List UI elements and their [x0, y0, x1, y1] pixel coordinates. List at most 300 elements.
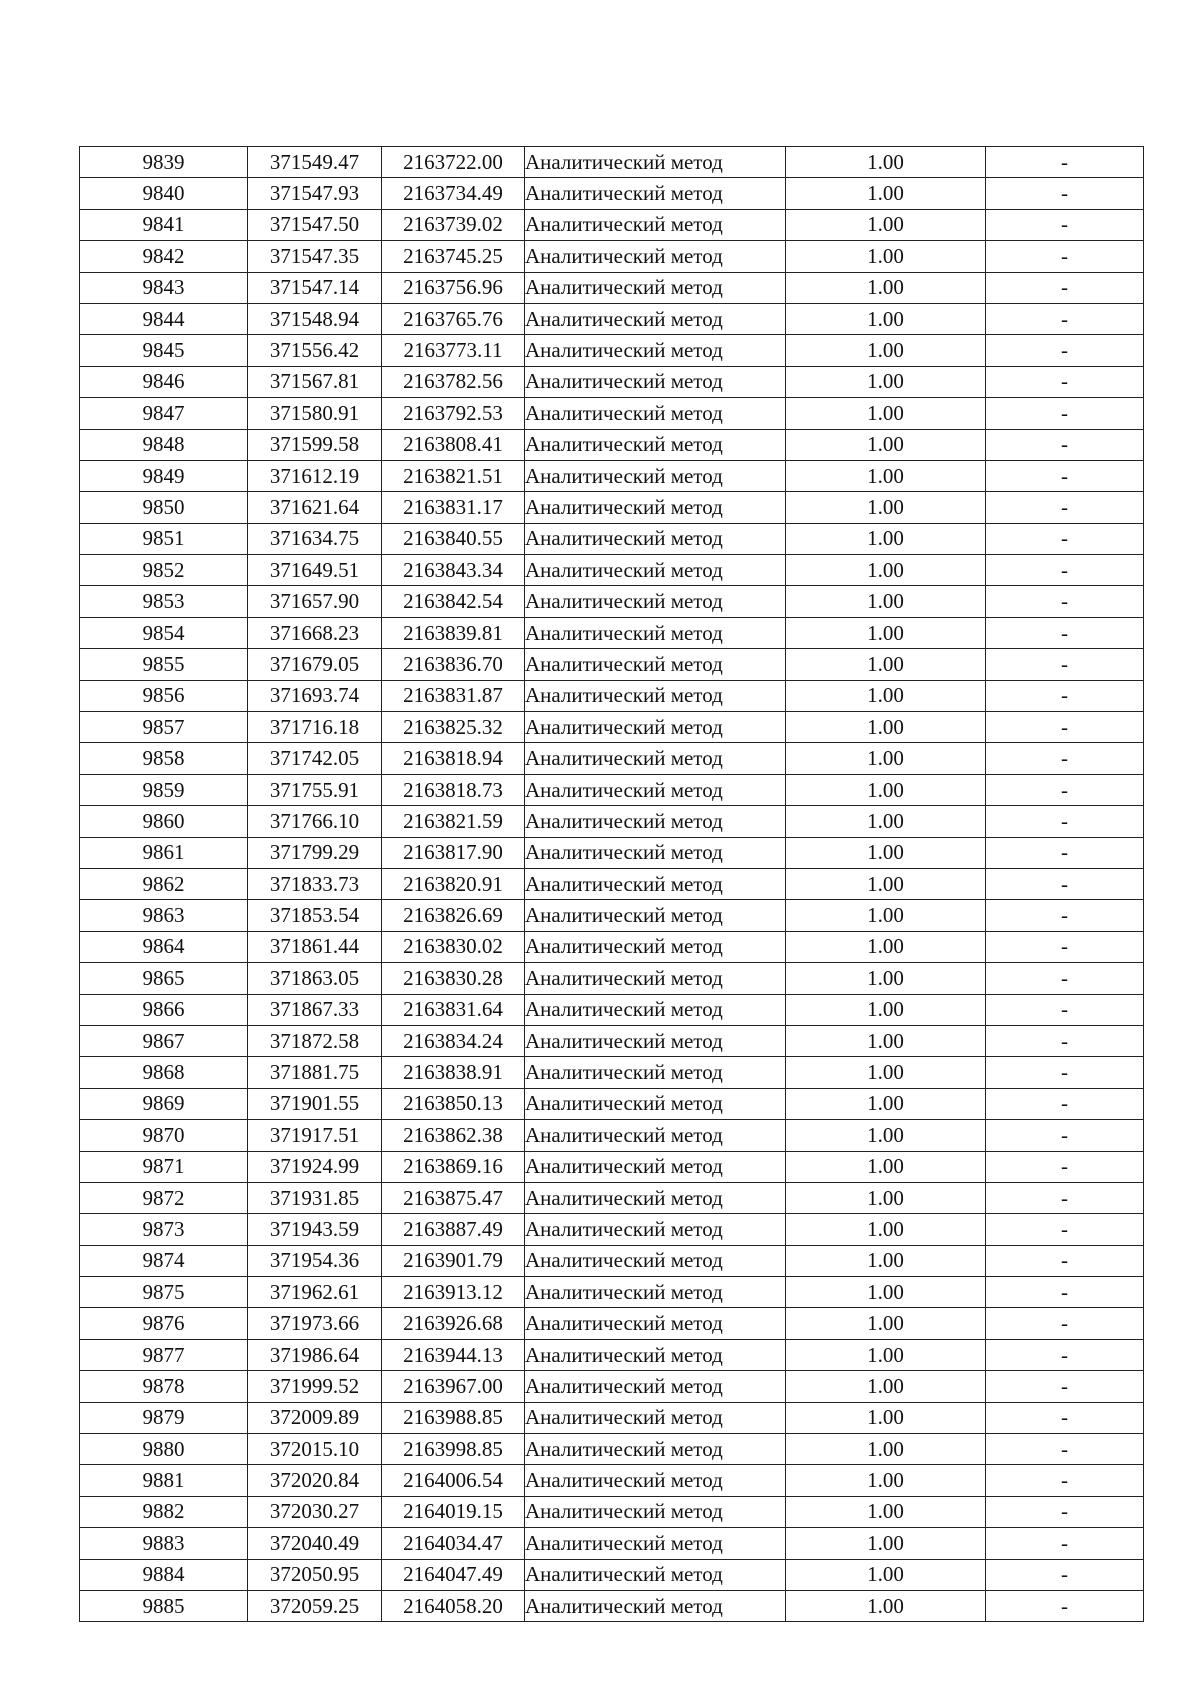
- point-number-cell: 9851: [80, 523, 248, 554]
- table-row: [80, 743, 1144, 774]
- method-cell: Аналитический метод: [525, 649, 786, 680]
- description-cell: -: [986, 1245, 1144, 1276]
- precision-cell: 1.00: [786, 1151, 986, 1182]
- y-coordinate-cell: 2163913.12: [382, 1277, 525, 1308]
- method-cell: Аналитический метод: [525, 178, 786, 209]
- y-coordinate-cell: 2164034.47: [382, 1528, 525, 1559]
- method-cell: Аналитический метод: [525, 335, 786, 366]
- y-coordinate-cell: 2164047.49: [382, 1559, 525, 1590]
- point-number-cell: 9843: [80, 272, 248, 303]
- description-cell: -: [986, 209, 1144, 240]
- y-coordinate-cell: 2163869.16: [382, 1151, 525, 1182]
- y-coordinate-cell: 2163739.02: [382, 209, 525, 240]
- y-coordinate-cell: 2163818.73: [382, 774, 525, 805]
- table-row: [80, 1465, 1144, 1496]
- table-row: [80, 492, 1144, 523]
- x-coordinate-cell: 371693.74: [248, 680, 382, 711]
- description-cell: -: [986, 178, 1144, 209]
- x-coordinate-cell: 372050.95: [248, 1559, 382, 1590]
- table-row: [80, 1057, 1144, 1088]
- point-number-cell: 9873: [80, 1214, 248, 1245]
- coordinates-table: [79, 146, 1144, 1622]
- precision-cell: 1.00: [786, 1339, 986, 1370]
- table-row: [80, 1528, 1144, 1559]
- point-number-cell: 9881: [80, 1465, 248, 1496]
- description-cell: -: [986, 994, 1144, 1025]
- precision-cell: 1.00: [786, 460, 986, 491]
- precision-cell: 1.00: [786, 586, 986, 617]
- description-cell: -: [986, 398, 1144, 429]
- method-cell: Аналитический метод: [525, 1590, 786, 1621]
- method-cell: Аналитический метод: [525, 1465, 786, 1496]
- y-coordinate-cell: 2163831.17: [382, 492, 525, 523]
- precision-cell: 1.00: [786, 178, 986, 209]
- point-number-cell: 9878: [80, 1371, 248, 1402]
- precision-cell: 1.00: [786, 366, 986, 397]
- y-coordinate-cell: 2164058.20: [382, 1590, 525, 1621]
- x-coordinate-cell: 371580.91: [248, 398, 382, 429]
- description-cell: -: [986, 649, 1144, 680]
- description-cell: -: [986, 303, 1144, 334]
- point-number-cell: 9874: [80, 1245, 248, 1276]
- description-cell: -: [986, 1277, 1144, 1308]
- x-coordinate-cell: 371599.58: [248, 429, 382, 460]
- table-row: [80, 931, 1144, 962]
- x-coordinate-cell: 372015.10: [248, 1434, 382, 1465]
- description-cell: -: [986, 1559, 1144, 1590]
- description-cell: -: [986, 1465, 1144, 1496]
- description-cell: -: [986, 1371, 1144, 1402]
- x-coordinate-cell: 371547.50: [248, 209, 382, 240]
- precision-cell: 1.00: [786, 1590, 986, 1621]
- point-number-cell: 9840: [80, 178, 248, 209]
- description-cell: -: [986, 774, 1144, 805]
- x-coordinate-cell: 371931.85: [248, 1182, 382, 1213]
- x-coordinate-cell: 371986.64: [248, 1339, 382, 1370]
- method-cell: Аналитический метод: [525, 1025, 786, 1056]
- table-row: [80, 429, 1144, 460]
- description-cell: -: [986, 712, 1144, 743]
- method-cell: Аналитический метод: [525, 1120, 786, 1151]
- method-cell: Аналитический метод: [525, 209, 786, 240]
- y-coordinate-cell: 2163944.13: [382, 1339, 525, 1370]
- method-cell: Аналитический метод: [525, 1402, 786, 1433]
- method-cell: Аналитический метод: [525, 963, 786, 994]
- description-cell: -: [986, 586, 1144, 617]
- x-coordinate-cell: 372020.84: [248, 1465, 382, 1496]
- method-cell: Аналитический метод: [525, 806, 786, 837]
- table-row: [80, 398, 1144, 429]
- method-cell: Аналитический метод: [525, 931, 786, 962]
- point-number-cell: 9875: [80, 1277, 248, 1308]
- precision-cell: 1.00: [786, 1245, 986, 1276]
- y-coordinate-cell: 2163840.55: [382, 523, 525, 554]
- description-cell: -: [986, 868, 1144, 899]
- x-coordinate-cell: 371867.33: [248, 994, 382, 1025]
- y-coordinate-cell: 2163826.69: [382, 900, 525, 931]
- y-coordinate-cell: 2163838.91: [382, 1057, 525, 1088]
- precision-cell: 1.00: [786, 806, 986, 837]
- point-number-cell: 9847: [80, 398, 248, 429]
- description-cell: -: [986, 1590, 1144, 1621]
- method-cell: Аналитический метод: [525, 366, 786, 397]
- precision-cell: 1.00: [786, 1308, 986, 1339]
- x-coordinate-cell: 371649.51: [248, 555, 382, 586]
- precision-cell: 1.00: [786, 994, 986, 1025]
- table-row: [80, 774, 1144, 805]
- description-cell: -: [986, 523, 1144, 554]
- x-coordinate-cell: 371833.73: [248, 868, 382, 899]
- table-row: [80, 1402, 1144, 1433]
- description-cell: -: [986, 617, 1144, 648]
- table-row: [80, 1308, 1144, 1339]
- point-number-cell: 9879: [80, 1402, 248, 1433]
- description-cell: -: [986, 460, 1144, 491]
- y-coordinate-cell: 2163745.25: [382, 241, 525, 272]
- precision-cell: 1.00: [786, 147, 986, 178]
- y-coordinate-cell: 2163926.68: [382, 1308, 525, 1339]
- precision-cell: 1.00: [786, 712, 986, 743]
- x-coordinate-cell: 371634.75: [248, 523, 382, 554]
- method-cell: Аналитический метод: [525, 1182, 786, 1213]
- point-number-cell: 9858: [80, 743, 248, 774]
- point-number-cell: 9853: [80, 586, 248, 617]
- description-cell: -: [986, 931, 1144, 962]
- point-number-cell: 9855: [80, 649, 248, 680]
- table-row: [80, 1214, 1144, 1245]
- table-row: [80, 1434, 1144, 1465]
- point-number-cell: 9866: [80, 994, 248, 1025]
- table-row: [80, 460, 1144, 491]
- precision-cell: 1.00: [786, 303, 986, 334]
- method-cell: Аналитический метод: [525, 586, 786, 617]
- table-row: [80, 1151, 1144, 1182]
- precision-cell: 1.00: [786, 398, 986, 429]
- method-cell: Аналитический метод: [525, 1151, 786, 1182]
- description-cell: -: [986, 680, 1144, 711]
- method-cell: Аналитический метод: [525, 303, 786, 334]
- y-coordinate-cell: 2163843.34: [382, 555, 525, 586]
- point-number-cell: 9884: [80, 1559, 248, 1590]
- x-coordinate-cell: 371901.55: [248, 1088, 382, 1119]
- table-row: [80, 335, 1144, 366]
- y-coordinate-cell: 2163808.41: [382, 429, 525, 460]
- y-coordinate-cell: 2163792.53: [382, 398, 525, 429]
- precision-cell: 1.00: [786, 774, 986, 805]
- description-cell: -: [986, 1088, 1144, 1119]
- x-coordinate-cell: 371547.93: [248, 178, 382, 209]
- method-cell: Аналитический метод: [525, 712, 786, 743]
- point-number-cell: 9880: [80, 1434, 248, 1465]
- point-number-cell: 9844: [80, 303, 248, 334]
- x-coordinate-cell: 372009.89: [248, 1402, 382, 1433]
- description-cell: -: [986, 1214, 1144, 1245]
- description-cell: -: [986, 555, 1144, 586]
- precision-cell: 1.00: [786, 680, 986, 711]
- point-number-cell: 9856: [80, 680, 248, 711]
- description-cell: -: [986, 1496, 1144, 1527]
- x-coordinate-cell: 371917.51: [248, 1120, 382, 1151]
- method-cell: Аналитический метод: [525, 555, 786, 586]
- method-cell: Аналитический метод: [525, 1434, 786, 1465]
- method-cell: Аналитический метод: [525, 1559, 786, 1590]
- point-number-cell: 9883: [80, 1528, 248, 1559]
- method-cell: Аналитический метод: [525, 1496, 786, 1527]
- coordinates-table-body: [80, 147, 1144, 1622]
- x-coordinate-cell: 371716.18: [248, 712, 382, 743]
- precision-cell: 1.00: [786, 1528, 986, 1559]
- precision-cell: 1.00: [786, 1559, 986, 1590]
- method-cell: Аналитический метод: [525, 523, 786, 554]
- y-coordinate-cell: 2163756.96: [382, 272, 525, 303]
- method-cell: Аналитический метод: [525, 1214, 786, 1245]
- point-number-cell: 9857: [80, 712, 248, 743]
- y-coordinate-cell: 2163831.87: [382, 680, 525, 711]
- method-cell: Аналитический метод: [525, 617, 786, 648]
- y-coordinate-cell: 2163782.56: [382, 366, 525, 397]
- method-cell: Аналитический метод: [525, 272, 786, 303]
- table-row: [80, 147, 1144, 178]
- x-coordinate-cell: 371657.90: [248, 586, 382, 617]
- x-coordinate-cell: 371556.42: [248, 335, 382, 366]
- point-number-cell: 9850: [80, 492, 248, 523]
- precision-cell: 1.00: [786, 1496, 986, 1527]
- method-cell: Аналитический метод: [525, 429, 786, 460]
- x-coordinate-cell: 371962.61: [248, 1277, 382, 1308]
- table-row: [80, 994, 1144, 1025]
- table-row: [80, 1182, 1144, 1213]
- description-cell: -: [986, 366, 1144, 397]
- method-cell: Аналитический метод: [525, 1308, 786, 1339]
- table-row: [80, 1496, 1144, 1527]
- y-coordinate-cell: 2163820.91: [382, 868, 525, 899]
- precision-cell: 1.00: [786, 649, 986, 680]
- x-coordinate-cell: 371881.75: [248, 1057, 382, 1088]
- precision-cell: 1.00: [786, 492, 986, 523]
- y-coordinate-cell: 2163967.00: [382, 1371, 525, 1402]
- table-row: [80, 649, 1144, 680]
- table-row: [80, 1339, 1144, 1370]
- x-coordinate-cell: 371548.94: [248, 303, 382, 334]
- x-coordinate-cell: 371799.29: [248, 837, 382, 868]
- table-row: [80, 617, 1144, 648]
- x-coordinate-cell: 371742.05: [248, 743, 382, 774]
- x-coordinate-cell: 371863.05: [248, 963, 382, 994]
- method-cell: Аналитический метод: [525, 492, 786, 523]
- precision-cell: 1.00: [786, 1120, 986, 1151]
- y-coordinate-cell: 2163821.59: [382, 806, 525, 837]
- y-coordinate-cell: 2163998.85: [382, 1434, 525, 1465]
- method-cell: Аналитический метод: [525, 900, 786, 931]
- method-cell: Аналитический метод: [525, 837, 786, 868]
- y-coordinate-cell: 2163839.81: [382, 617, 525, 648]
- table-row: [80, 1088, 1144, 1119]
- description-cell: -: [986, 837, 1144, 868]
- method-cell: Аналитический метод: [525, 1528, 786, 1559]
- method-cell: Аналитический метод: [525, 868, 786, 899]
- x-coordinate-cell: 371861.44: [248, 931, 382, 962]
- precision-cell: 1.00: [786, 241, 986, 272]
- y-coordinate-cell: 2163765.76: [382, 303, 525, 334]
- precision-cell: 1.00: [786, 1025, 986, 1056]
- method-cell: Аналитический метод: [525, 241, 786, 272]
- description-cell: -: [986, 429, 1144, 460]
- y-coordinate-cell: 2164019.15: [382, 1496, 525, 1527]
- table-row: [80, 523, 1144, 554]
- table-row: [80, 963, 1144, 994]
- description-cell: -: [986, 1339, 1144, 1370]
- description-cell: -: [986, 1025, 1144, 1056]
- table-row: [80, 586, 1144, 617]
- point-number-cell: 9865: [80, 963, 248, 994]
- y-coordinate-cell: 2163734.49: [382, 178, 525, 209]
- point-number-cell: 9860: [80, 806, 248, 837]
- description-cell: -: [986, 272, 1144, 303]
- x-coordinate-cell: 371755.91: [248, 774, 382, 805]
- y-coordinate-cell: 2163831.64: [382, 994, 525, 1025]
- point-number-cell: 9885: [80, 1590, 248, 1621]
- point-number-cell: 9845: [80, 335, 248, 366]
- precision-cell: 1.00: [786, 209, 986, 240]
- x-coordinate-cell: 371943.59: [248, 1214, 382, 1245]
- precision-cell: 1.00: [786, 1277, 986, 1308]
- y-coordinate-cell: 2163875.47: [382, 1182, 525, 1213]
- description-cell: -: [986, 1120, 1144, 1151]
- table-row: [80, 1120, 1144, 1151]
- description-cell: -: [986, 241, 1144, 272]
- description-cell: -: [986, 1308, 1144, 1339]
- table-row: [80, 1277, 1144, 1308]
- precision-cell: 1.00: [786, 429, 986, 460]
- x-coordinate-cell: 371567.81: [248, 366, 382, 397]
- point-number-cell: 9861: [80, 837, 248, 868]
- precision-cell: 1.00: [786, 272, 986, 303]
- table-row: [80, 837, 1144, 868]
- precision-cell: 1.00: [786, 963, 986, 994]
- y-coordinate-cell: 2163722.00: [382, 147, 525, 178]
- y-coordinate-cell: 2163887.49: [382, 1214, 525, 1245]
- method-cell: Аналитический метод: [525, 774, 786, 805]
- x-coordinate-cell: 371549.47: [248, 147, 382, 178]
- precision-cell: 1.00: [786, 335, 986, 366]
- precision-cell: 1.00: [786, 555, 986, 586]
- description-cell: -: [986, 1402, 1144, 1433]
- point-number-cell: 9852: [80, 555, 248, 586]
- point-number-cell: 9848: [80, 429, 248, 460]
- table-row: [80, 1559, 1144, 1590]
- method-cell: Аналитический метод: [525, 147, 786, 178]
- x-coordinate-cell: 371547.14: [248, 272, 382, 303]
- y-coordinate-cell: 2163842.54: [382, 586, 525, 617]
- precision-cell: 1.00: [786, 1371, 986, 1402]
- table-row: [80, 1590, 1144, 1621]
- y-coordinate-cell: 2163862.38: [382, 1120, 525, 1151]
- method-cell: Аналитический метод: [525, 1245, 786, 1276]
- point-number-cell: 9839: [80, 147, 248, 178]
- y-coordinate-cell: 2163825.32: [382, 712, 525, 743]
- method-cell: Аналитический метод: [525, 680, 786, 711]
- point-number-cell: 9849: [80, 460, 248, 491]
- method-cell: Аналитический метод: [525, 994, 786, 1025]
- table-row: [80, 680, 1144, 711]
- precision-cell: 1.00: [786, 1402, 986, 1433]
- description-cell: -: [986, 1528, 1144, 1559]
- point-number-cell: 9859: [80, 774, 248, 805]
- x-coordinate-cell: 371621.64: [248, 492, 382, 523]
- table-row: [80, 209, 1144, 240]
- precision-cell: 1.00: [786, 868, 986, 899]
- method-cell: Аналитический метод: [525, 1339, 786, 1370]
- x-coordinate-cell: 371973.66: [248, 1308, 382, 1339]
- description-cell: -: [986, 1151, 1144, 1182]
- y-coordinate-cell: 2163830.02: [382, 931, 525, 962]
- description-cell: -: [986, 806, 1144, 837]
- x-coordinate-cell: 371679.05: [248, 649, 382, 680]
- x-coordinate-cell: 371872.58: [248, 1025, 382, 1056]
- x-coordinate-cell: 371954.36: [248, 1245, 382, 1276]
- precision-cell: 1.00: [786, 617, 986, 648]
- x-coordinate-cell: 371668.23: [248, 617, 382, 648]
- description-cell: -: [986, 1057, 1144, 1088]
- point-number-cell: 9872: [80, 1182, 248, 1213]
- method-cell: Аналитический метод: [525, 1057, 786, 1088]
- method-cell: Аналитический метод: [525, 1088, 786, 1119]
- y-coordinate-cell: 2163830.28: [382, 963, 525, 994]
- table-row: [80, 1371, 1144, 1402]
- x-coordinate-cell: 372040.49: [248, 1528, 382, 1559]
- method-cell: Аналитический метод: [525, 743, 786, 774]
- point-number-cell: 9841: [80, 209, 248, 240]
- table-row: [80, 868, 1144, 899]
- point-number-cell: 9869: [80, 1088, 248, 1119]
- point-number-cell: 9862: [80, 868, 248, 899]
- table-row: [80, 241, 1144, 272]
- x-coordinate-cell: 371999.52: [248, 1371, 382, 1402]
- point-number-cell: 9863: [80, 900, 248, 931]
- method-cell: Аналитический метод: [525, 398, 786, 429]
- precision-cell: 1.00: [786, 1214, 986, 1245]
- y-coordinate-cell: 2163773.11: [382, 335, 525, 366]
- table-row: [80, 806, 1144, 837]
- point-number-cell: 9876: [80, 1308, 248, 1339]
- table-row: [80, 178, 1144, 209]
- description-cell: -: [986, 1182, 1144, 1213]
- table-row: [80, 900, 1144, 931]
- point-number-cell: 9864: [80, 931, 248, 962]
- description-cell: -: [986, 492, 1144, 523]
- precision-cell: 1.00: [786, 1434, 986, 1465]
- precision-cell: 1.00: [786, 743, 986, 774]
- point-number-cell: 9870: [80, 1120, 248, 1151]
- table-row: [80, 366, 1144, 397]
- description-cell: -: [986, 900, 1144, 931]
- precision-cell: 1.00: [786, 1057, 986, 1088]
- precision-cell: 1.00: [786, 931, 986, 962]
- precision-cell: 1.00: [786, 1465, 986, 1496]
- x-coordinate-cell: 372030.27: [248, 1496, 382, 1527]
- point-number-cell: 9868: [80, 1057, 248, 1088]
- x-coordinate-cell: 371853.54: [248, 900, 382, 931]
- y-coordinate-cell: 2163818.94: [382, 743, 525, 774]
- y-coordinate-cell: 2163901.79: [382, 1245, 525, 1276]
- y-coordinate-cell: 2163988.85: [382, 1402, 525, 1433]
- x-coordinate-cell: 372059.25: [248, 1590, 382, 1621]
- y-coordinate-cell: 2163850.13: [382, 1088, 525, 1119]
- precision-cell: 1.00: [786, 523, 986, 554]
- y-coordinate-cell: 2163821.51: [382, 460, 525, 491]
- method-cell: Аналитический метод: [525, 1371, 786, 1402]
- point-number-cell: 9882: [80, 1496, 248, 1527]
